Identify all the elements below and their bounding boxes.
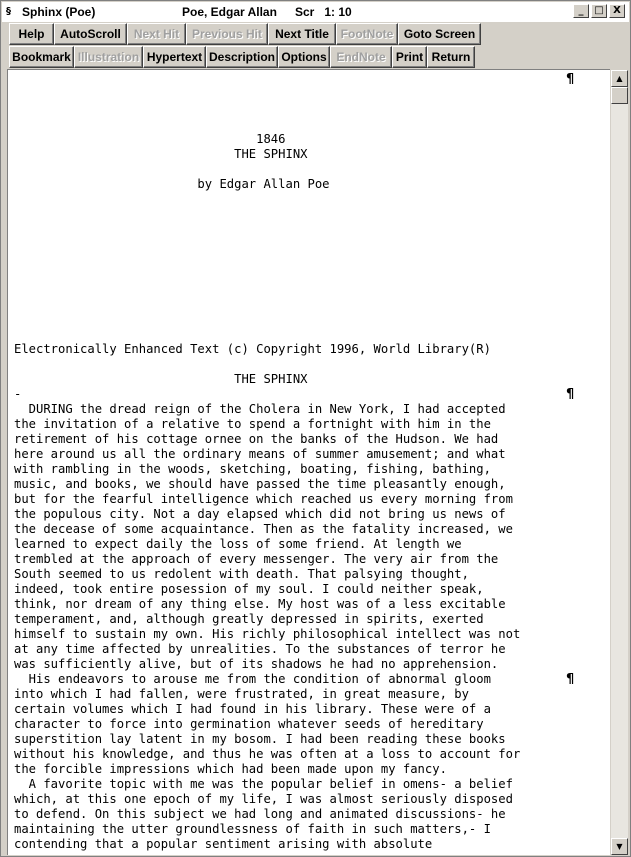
goto-screen-button[interactable]: Goto Screen <box>398 23 481 45</box>
paragraph-mark: ¶ <box>566 672 575 687</box>
illustration-button[interactable]: Illustration <box>74 46 143 68</box>
hypertext-button[interactable]: Hypertext <box>143 46 206 68</box>
vertical-scrollbar[interactable] <box>611 70 628 855</box>
title-bar[interactable] <box>2 2 629 22</box>
window-title: Sphinx (Poe) <box>22 5 96 19</box>
toolbar-row-2 <box>9 46 475 68</box>
next-hit-button[interactable]: Next Hit <box>127 23 186 45</box>
options-button[interactable]: Options <box>278 46 330 68</box>
window-controls <box>573 4 625 18</box>
print-button[interactable]: Print <box>392 46 427 68</box>
screen-indicator: Scr 1: 10 <box>295 5 352 19</box>
author-name: Poe, Edgar Allan <box>182 5 277 19</box>
document-text: 1846 THE SPHINX by Edgar Allan Poe Electronically Enhanced Text (c) Copyright 1996, World Library(R) THE SPHINX - DURING the dread reign of the Cholera in New York, I had accepted the invitation of a relative to spend a fortnight with him in the retirement of his cottage ornee on the banks of the Hudson. We had here around us all the ordinary means of summer amusement; and what with rambling in the woods, sketching, boating, fishing, bathing, music, and books, we should have passed the time pleasantly enough, but for the fearful intelligence which reached us every morning from the populous city. Not a day elapsed which did not bring us news of the decease of some acquaintance. Then as the fatality increased, we learned to expect daily the loss of some friend. At length we trembled at the approach of every messenger. The very air from the South seemed to us redolent with death. That palsying thought, indeed, took entire posession of my soul. I could neither speak, think, nor dream of any thing else. My host was of a less excitable temperament, and, although greatly depressed in spirits, exerted himself to sustain my own. His richly philosophical intellect was not at any time affected by unrealities. To the substances of terror he was sufficiently alive, but of its shadows he had no apprehension. His endeavors to arouse me from the condition of abnormal gloom into which I had fallen, were frustrated, in great measure, by certain volumes which I had found in his library. These were of a character to force into germination whatever seeds of hereditary superstition lay latent in my bosom. I had been reading these books without his knowledge, and thus he was often at a loss to account for the forcible impressions which had been made upon my fancy. A favorite topic with me was the popular belief in omens- a belief which, at this one epoch of my life, I was almost seriously disposed to defend. On this subject we had long and animated discussions- he maintaining the utter groundlessness of faith in such matters,- I contending that a popular sentiment arising with absolute <box>14 132 521 851</box>
app-icon: § <box>6 6 11 17</box>
endnote-button[interactable]: EndNote <box>330 46 392 68</box>
maximize-button[interactable]: □ <box>591 4 607 18</box>
description-button[interactable]: Description <box>206 46 278 68</box>
scroll-down-arrow-icon[interactable]: ▼ <box>611 838 628 855</box>
paragraph-mark: ¶ <box>566 387 575 402</box>
autoscroll-button[interactable]: AutoScroll <box>54 23 127 45</box>
document-view[interactable] <box>7 69 610 855</box>
minimize-button[interactable]: _ <box>573 4 589 18</box>
next-title-button[interactable]: Next Title <box>268 23 336 45</box>
scroll-thumb[interactable] <box>611 87 628 104</box>
close-button[interactable]: X <box>609 4 625 18</box>
scroll-up-arrow-icon[interactable]: ▲ <box>611 70 628 87</box>
paragraph-mark: ¶ <box>566 72 575 87</box>
toolbar-row-1 <box>9 23 481 45</box>
help-button[interactable]: Help <box>9 23 54 45</box>
return-button[interactable]: Return <box>427 46 475 68</box>
previous-hit-button[interactable]: Previous Hit <box>186 23 268 45</box>
footnote-button[interactable]: FootNote <box>336 23 398 45</box>
bookmark-button[interactable]: Bookmark <box>9 46 74 68</box>
